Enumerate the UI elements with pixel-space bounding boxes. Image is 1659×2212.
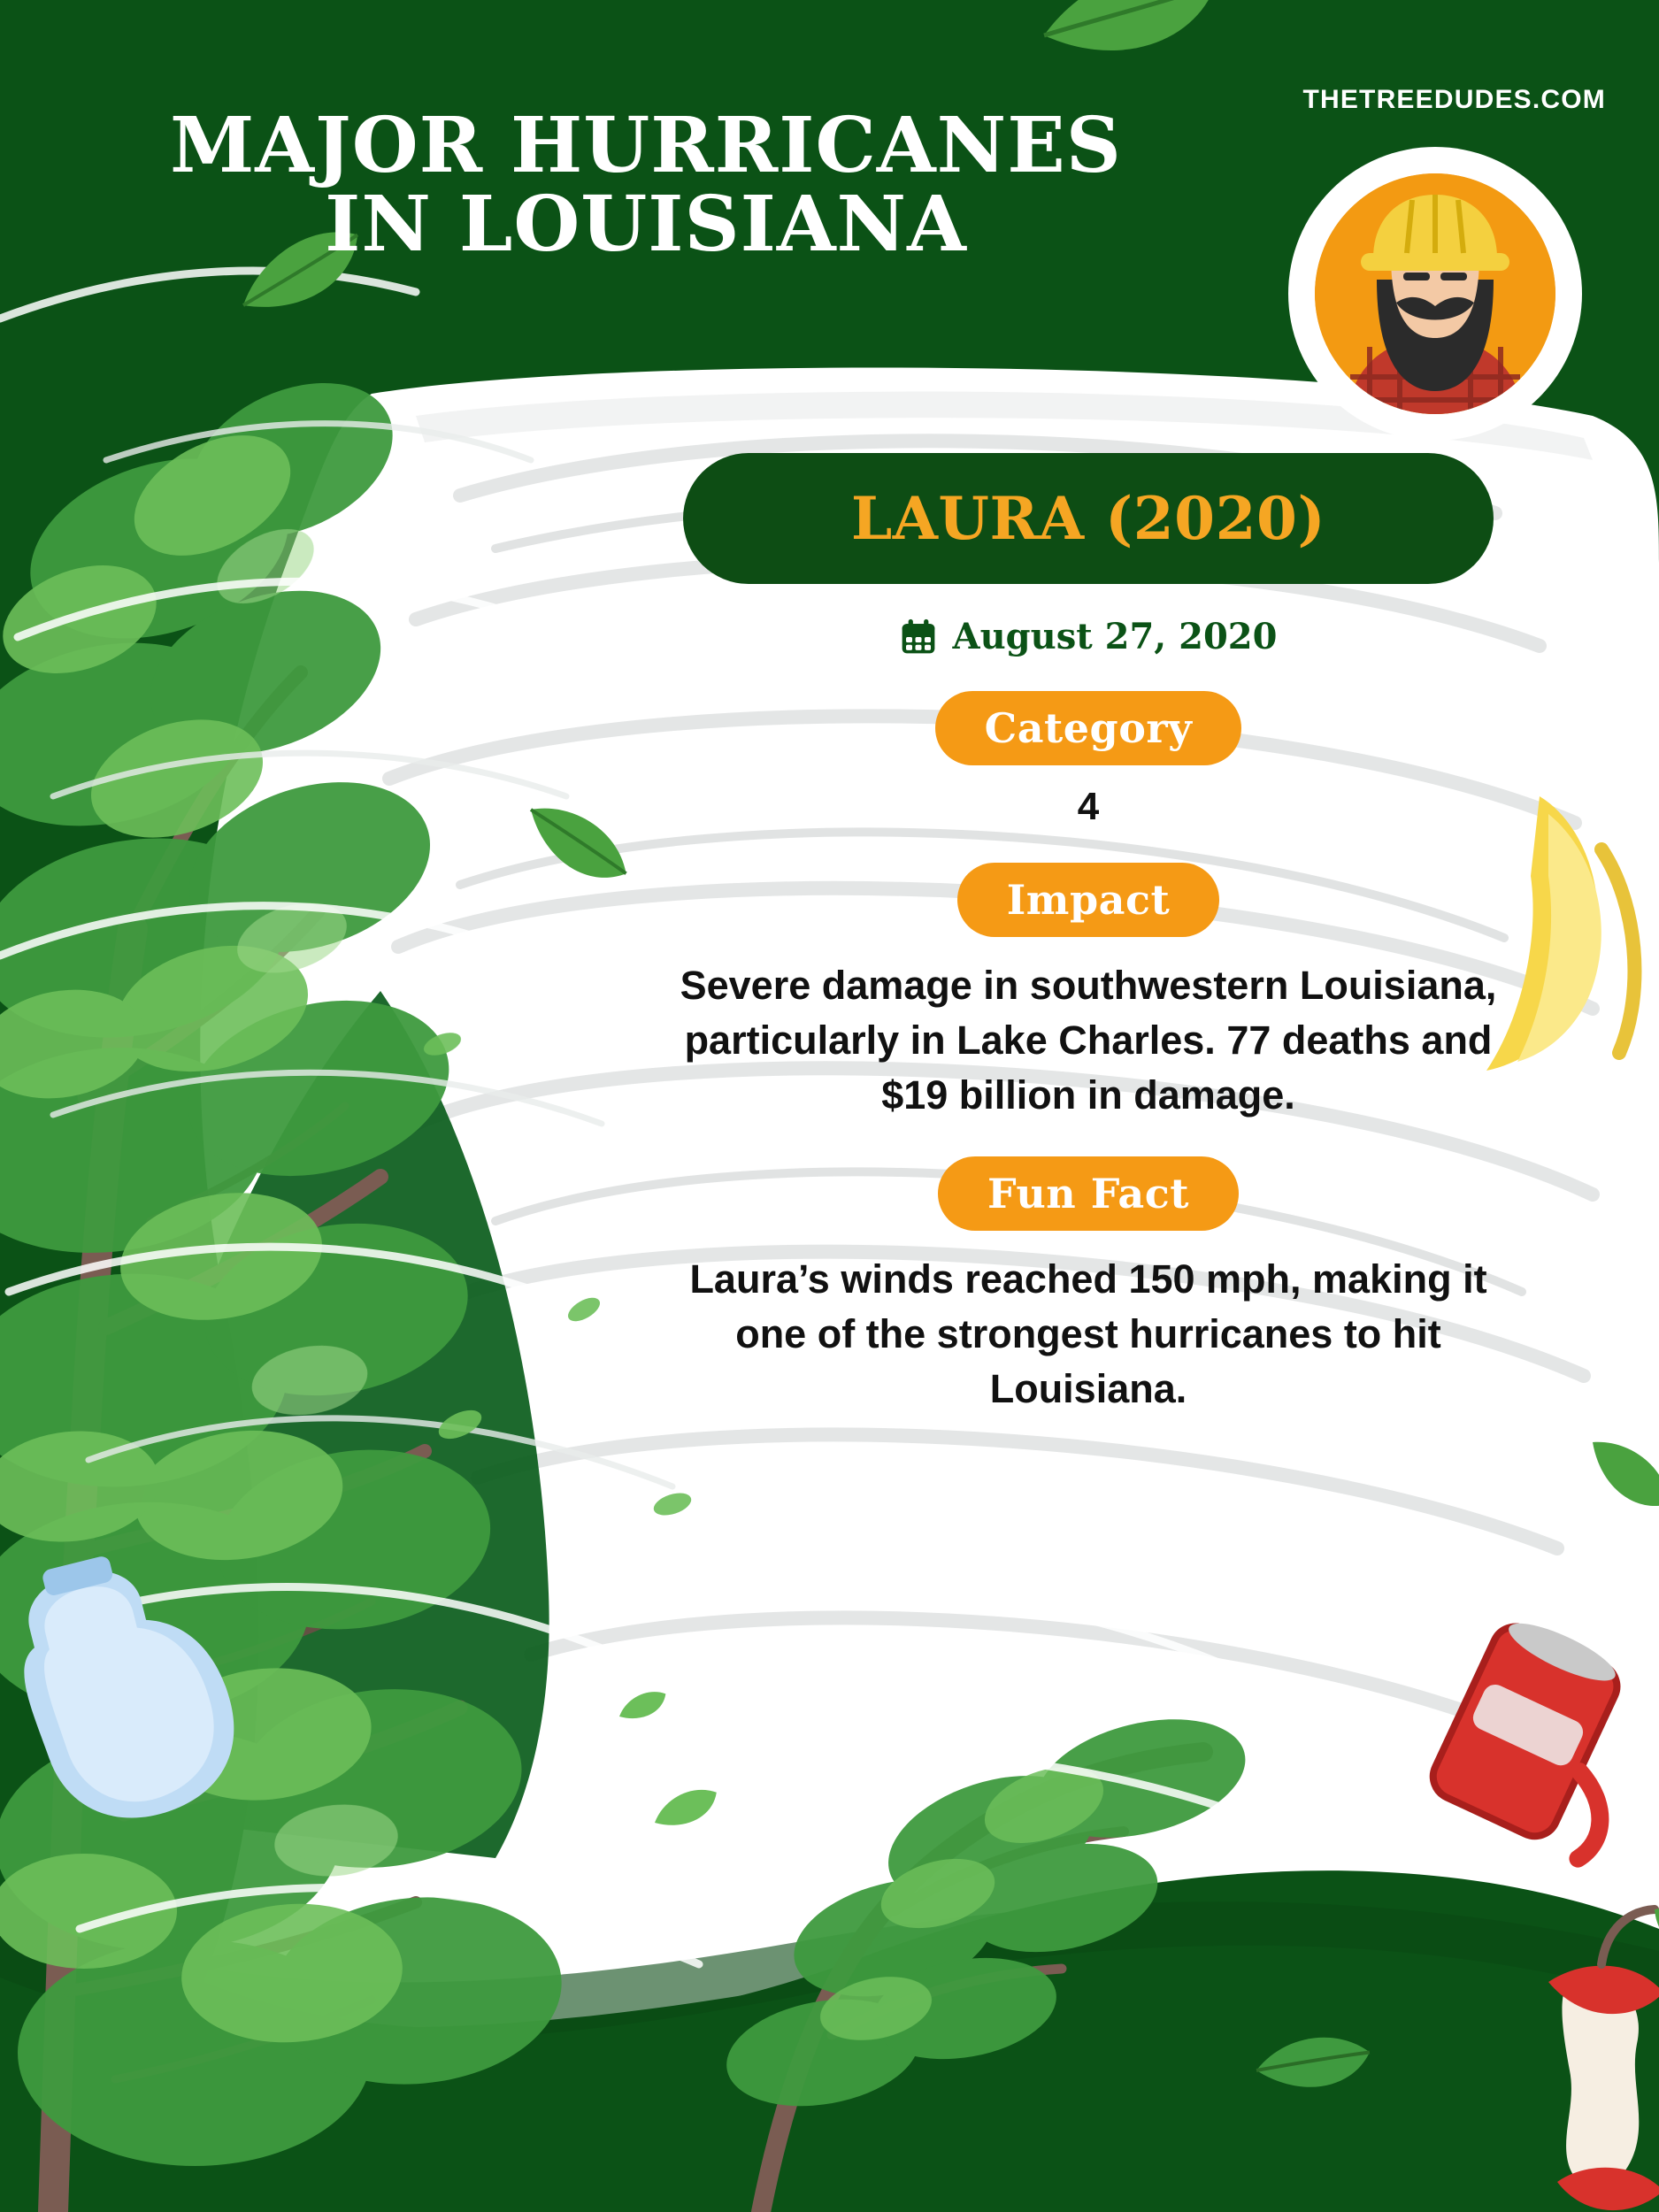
impact-label-pill	[957, 863, 1219, 937]
fun-fact-text: Laura’s winds reached 150 mph, making it one of the strongest hurricanes to hit Louisiana.	[689, 1256, 1487, 1412]
page-title	[0, 101, 1292, 270]
impact-text: Severe damage in southwestern Louisiana, particularly in Lake Charles. 77 deaths and $19 billion in damage.	[680, 963, 1497, 1118]
poster-header	[0, 0, 1659, 407]
category-label-pill	[935, 691, 1242, 765]
storm-name: LAURA (2020)	[850, 484, 1326, 553]
fun-fact-label: Fun Fact	[987, 1170, 1189, 1218]
lumberjack-mascot-icon	[1315, 173, 1555, 414]
storm-name-pill	[683, 453, 1494, 584]
impact-label: Impact	[1006, 876, 1171, 924]
fun-fact-label-pill	[938, 1156, 1239, 1231]
page-title-line-1: MAJOR HURRICANES	[170, 101, 1122, 190]
category-value: 4	[1077, 785, 1100, 828]
category-label: Category	[984, 704, 1193, 752]
brand-logo[interactable]	[1294, 152, 1577, 435]
page-title-line-2: IN LOUISIANA	[325, 180, 967, 270]
landfall-date: August 27, 2020	[952, 616, 1278, 657]
hurricane-card	[672, 453, 1504, 1417]
site-url: THETREEDUDES.COM	[1302, 85, 1606, 114]
date-row	[672, 616, 1504, 657]
calendar-icon	[900, 618, 937, 656]
